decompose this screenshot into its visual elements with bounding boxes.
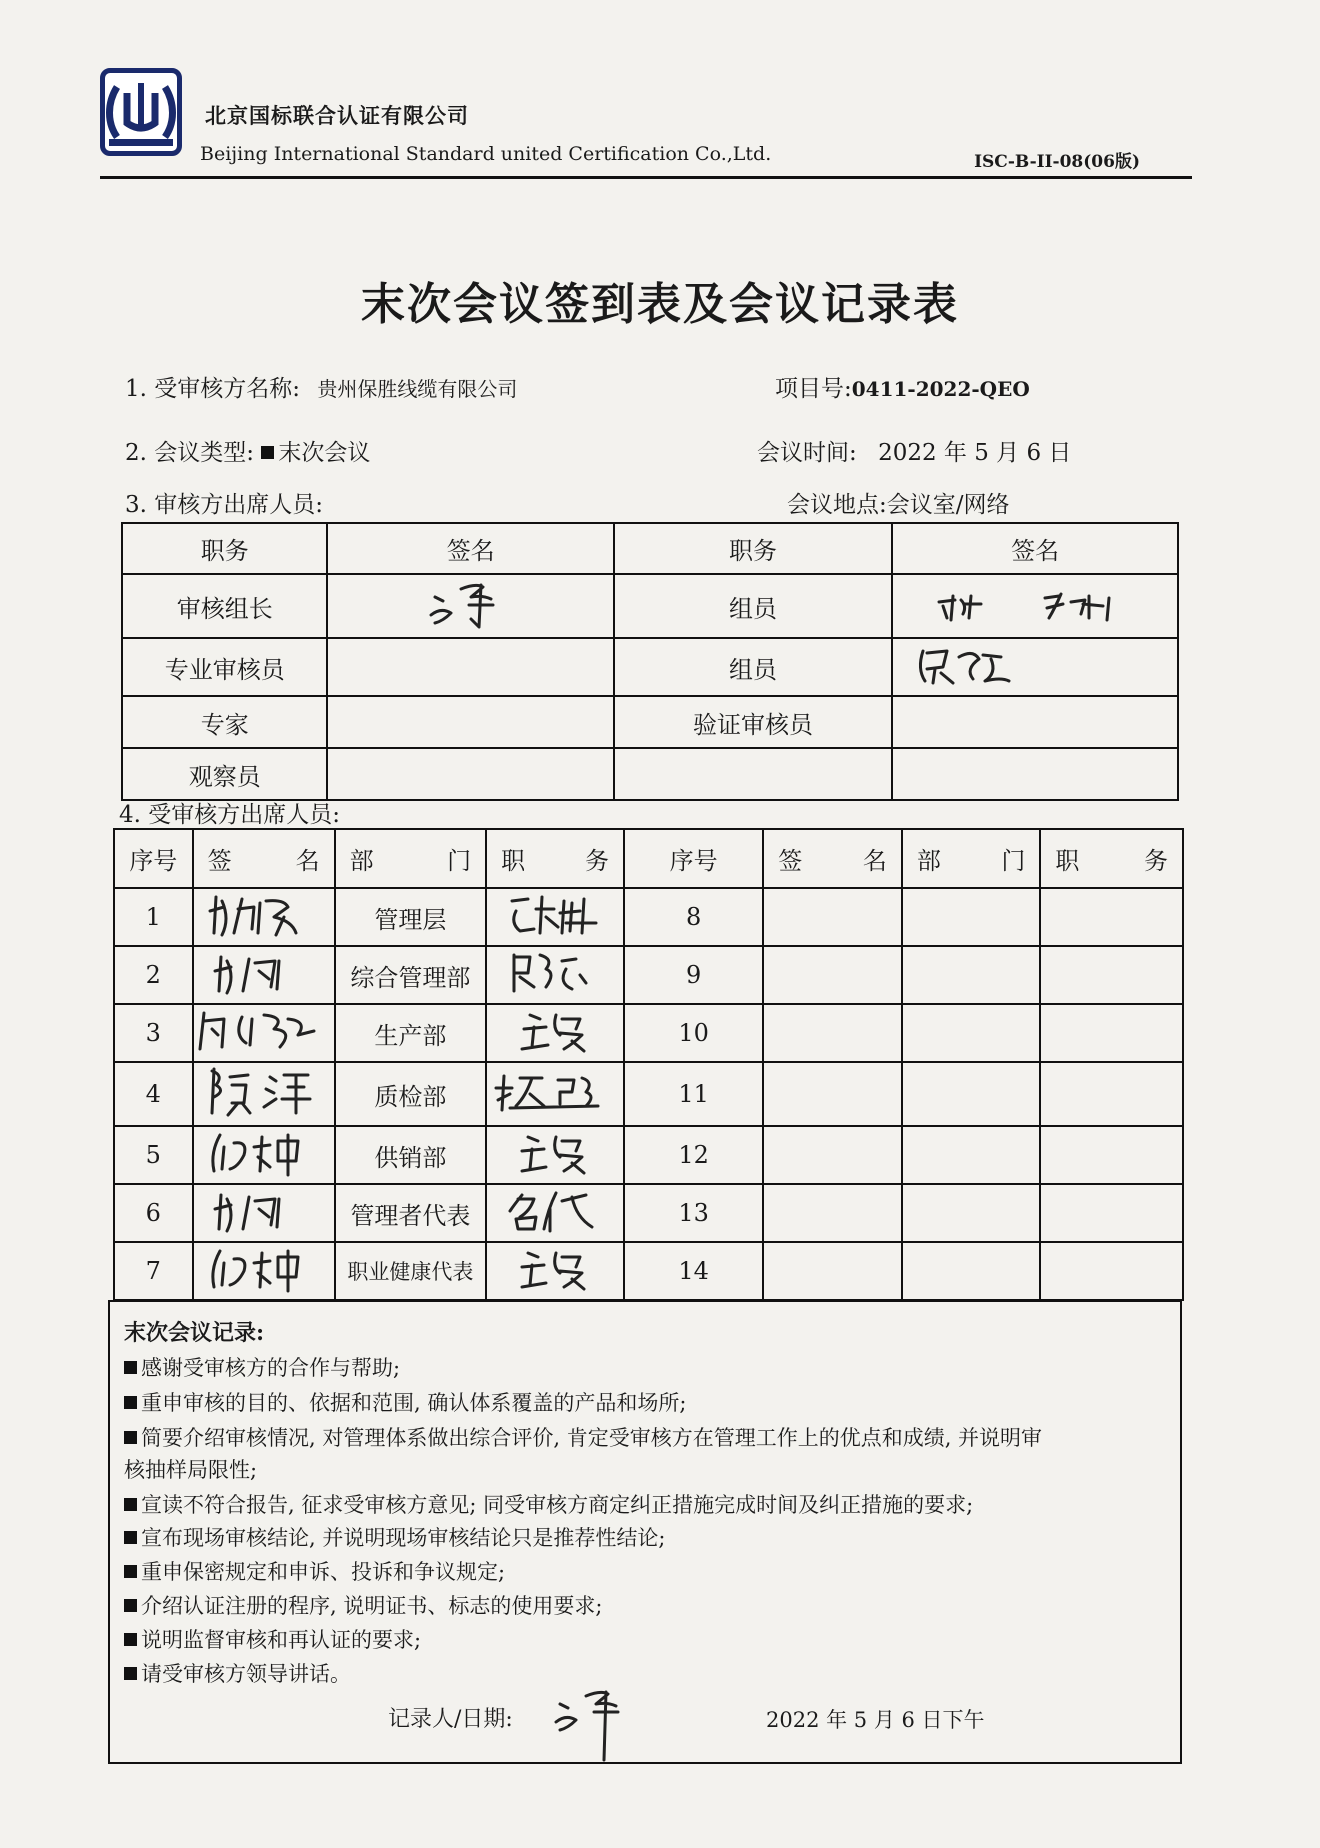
signature-cell xyxy=(763,1062,902,1126)
department-cell: 综合管理部 xyxy=(335,946,486,1004)
role-cell xyxy=(614,748,892,800)
meeting-time-value: 2022 年 5 月 6 日 xyxy=(878,440,1072,466)
signature-cell xyxy=(892,574,1178,638)
handwritten-signature-icon xyxy=(913,639,1033,689)
handwritten-position-icon xyxy=(500,1005,610,1055)
table-row xyxy=(122,696,1178,748)
auditee-attendees-label: 4. 受审核方出席人员: xyxy=(119,802,341,828)
department-cell xyxy=(902,1184,1041,1242)
signature-cell xyxy=(892,696,1178,748)
row-number: 2 xyxy=(114,946,193,1004)
row-number: 3 xyxy=(114,1004,193,1062)
department-cell xyxy=(902,888,1041,946)
meeting-place-label: 会议地点: xyxy=(787,492,887,518)
header-cell-number: 序号 xyxy=(114,829,193,888)
signature-cell xyxy=(892,638,1178,696)
table-row xyxy=(114,888,1183,946)
position-cell xyxy=(486,1062,624,1126)
department-cell xyxy=(902,1062,1041,1126)
role-cell: 验证审核员 xyxy=(614,696,892,748)
recorder-label: 记录人/日期: xyxy=(388,1707,513,1732)
handwritten-position-icon xyxy=(500,889,610,939)
recorder-date: 2022 年 5 月 6 日下午 xyxy=(766,1708,985,1732)
record-item: 简要介绍审核情况, 对管理体系做出综合评价, 肯定受审核方在管理工作上的优点和成绩, 并说明审 xyxy=(124,1422,1042,1452)
handwritten-position-icon xyxy=(490,1066,620,1116)
signature-cell xyxy=(193,888,335,946)
position-cell xyxy=(486,1184,624,1242)
handwritten-position-icon xyxy=(500,947,610,997)
record-item-continued: 核抽样局限性; xyxy=(124,1458,258,1482)
handwritten-position-icon xyxy=(500,1127,610,1177)
position-cell xyxy=(1040,1242,1183,1300)
company-logo-icon xyxy=(100,68,182,156)
meeting-time-label: 会议时间: xyxy=(757,440,857,466)
table-header-row xyxy=(122,523,1178,574)
handwritten-signature-icon xyxy=(209,947,319,997)
handwritten-signature-icon xyxy=(204,1063,324,1119)
role-cell: 组员 xyxy=(614,574,892,638)
handwritten-signature-icon xyxy=(421,575,521,631)
table-row xyxy=(114,1004,1183,1062)
position-cell xyxy=(1040,946,1183,1004)
signature-cell xyxy=(763,1184,902,1242)
auditee-name-line xyxy=(125,370,517,403)
signature-cell xyxy=(763,1126,902,1184)
row-number: 1 xyxy=(114,888,193,946)
checked-box-icon xyxy=(124,1633,137,1646)
position-cell xyxy=(486,888,624,946)
department-cell: 职业健康代表 xyxy=(335,1242,486,1300)
department-cell: 生产部 xyxy=(335,1004,486,1062)
signature-cell xyxy=(327,696,613,748)
table-row xyxy=(114,1184,1183,1242)
table-row xyxy=(122,574,1178,638)
checked-box-icon xyxy=(124,1361,137,1374)
header-cell-signature: 签名 xyxy=(892,523,1178,574)
table-row xyxy=(114,1242,1183,1300)
meeting-place-value: 会议室/网络 xyxy=(886,492,1010,518)
company-name-en: Beijing International Standard united Certification Co.,Ltd. xyxy=(200,143,772,165)
department-cell xyxy=(902,1004,1041,1062)
position-cell xyxy=(486,946,624,1004)
record-item: 感谢受审核方的合作与帮助; xyxy=(124,1352,400,1382)
record-item: 请受审核方领导讲话。 xyxy=(124,1658,351,1688)
signature-cell xyxy=(327,638,613,696)
position-cell xyxy=(1040,1062,1183,1126)
position-cell xyxy=(1040,1004,1183,1062)
row-number: 4 xyxy=(114,1062,193,1126)
role-cell: 审核组长 xyxy=(122,574,327,638)
company-name-cn: 北京国标联合认证有限公司 xyxy=(205,103,469,128)
checked-box-icon xyxy=(124,1498,137,1511)
meeting-records-box xyxy=(108,1300,1182,1764)
auditor-attendance-table xyxy=(121,522,1179,801)
signature-cell xyxy=(193,1062,335,1126)
department-cell: 管理者代表 xyxy=(335,1184,486,1242)
signature-cell xyxy=(763,888,902,946)
row-number: 14 xyxy=(624,1242,763,1300)
handwritten-signature-icon xyxy=(204,889,324,939)
record-item: 说明监督审核和再认证的要求; xyxy=(124,1624,421,1654)
form-code: ISC-B-II-08(06版) xyxy=(974,152,1140,172)
department-cell xyxy=(902,1242,1041,1300)
department-cell: 质检部 xyxy=(335,1062,486,1126)
checked-box-icon xyxy=(124,1431,137,1444)
header-cell-signature: 签 名 xyxy=(763,829,902,888)
signature-cell xyxy=(193,1184,335,1242)
auditee-name-value: 贵州保胜线缆有限公司 xyxy=(317,377,518,401)
row-number: 8 xyxy=(624,888,763,946)
row-number: 11 xyxy=(624,1062,763,1126)
auditee-name-label: 1. 受审核方名称: xyxy=(125,376,301,402)
row-number: 5 xyxy=(114,1126,193,1184)
signature-cell xyxy=(327,574,613,638)
signature-cell xyxy=(193,1004,335,1062)
table-row xyxy=(114,1126,1183,1184)
signature-cell xyxy=(763,1004,902,1062)
meeting-place-line xyxy=(787,486,1010,519)
row-number: 10 xyxy=(624,1004,763,1062)
header-cell-role: 职务 xyxy=(614,523,892,574)
table-row xyxy=(122,638,1178,696)
signature-cell xyxy=(763,1242,902,1300)
role-cell: 组员 xyxy=(614,638,892,696)
header-cell-position: 职 务 xyxy=(1040,829,1183,888)
row-number: 12 xyxy=(624,1126,763,1184)
position-cell xyxy=(486,1242,624,1300)
checked-box-icon xyxy=(124,1565,137,1578)
handwritten-position-icon xyxy=(500,1243,610,1293)
position-cell xyxy=(1040,888,1183,946)
meeting-type-line xyxy=(125,434,370,467)
meeting-type-label: 2. 会议类型: xyxy=(125,440,255,466)
position-cell xyxy=(486,1004,624,1062)
position-cell xyxy=(486,1126,624,1184)
header-cell-position: 职 务 xyxy=(486,829,624,888)
checked-box-icon xyxy=(124,1531,137,1544)
signature-cell xyxy=(193,946,335,1004)
department-cell: 供销部 xyxy=(335,1126,486,1184)
table-row xyxy=(114,1062,1183,1126)
department-cell xyxy=(902,1126,1041,1184)
department-cell xyxy=(902,946,1041,1004)
row-number: 9 xyxy=(624,946,763,1004)
records-heading: 末次会议记录: xyxy=(124,1320,265,1346)
handwritten-signature-icon xyxy=(204,1243,324,1293)
document-title: 末次会议签到表及会议记录表 xyxy=(361,279,959,330)
recorder-signature-icon xyxy=(546,1684,646,1764)
handwritten-position-icon xyxy=(500,1185,610,1235)
auditor-attendees-label: 3. 审核方出席人员: xyxy=(125,492,324,518)
meeting-time-line xyxy=(757,434,1071,467)
record-item: 重申保密规定和申诉、投诉和争议规定; xyxy=(124,1556,505,1586)
department-cell: 管理层 xyxy=(335,888,486,946)
signature-cell xyxy=(327,748,613,800)
header-cell-signature: 签 名 xyxy=(193,829,335,888)
checked-box-icon xyxy=(124,1396,137,1409)
checked-box-icon xyxy=(261,446,274,459)
row-number: 7 xyxy=(114,1242,193,1300)
handwritten-signature-icon xyxy=(204,1127,324,1177)
handwritten-signature-icon xyxy=(209,1185,319,1235)
header-cell-number: 序号 xyxy=(624,829,763,888)
project-number-value: 0411-2022-QEO xyxy=(851,377,1030,401)
project-number-label: 项目号: xyxy=(775,376,852,402)
checked-box-icon xyxy=(124,1667,137,1680)
signature-cell xyxy=(193,1242,335,1300)
role-cell: 专业审核员 xyxy=(122,638,327,696)
header-cell-role: 职务 xyxy=(122,523,327,574)
table-row xyxy=(122,748,1178,800)
header-cell-department: 部 门 xyxy=(902,829,1041,888)
auditee-attendance-table xyxy=(113,828,1184,1301)
record-item: 宣读不符合报告, 征求受审核方意见; 同受审核方商定纠正措施完成时间及纠正措施的要求; xyxy=(124,1489,973,1519)
header-cell-department: 部 门 xyxy=(335,829,486,888)
checked-box-icon xyxy=(124,1599,137,1612)
header-divider xyxy=(100,176,1192,179)
row-number: 13 xyxy=(624,1184,763,1242)
record-item: 宣布现场审核结论, 并说明现场审核结论只是推荐性结论; xyxy=(124,1522,665,1552)
signature-cell xyxy=(763,946,902,1004)
header-cell-signature: 签名 xyxy=(327,523,613,574)
role-cell: 专家 xyxy=(122,696,327,748)
position-cell xyxy=(1040,1184,1183,1242)
handwritten-signature-icon xyxy=(194,1005,334,1055)
table-header-row xyxy=(114,829,1183,888)
row-number: 6 xyxy=(114,1184,193,1242)
record-item: 介绍认证注册的程序, 说明证书、标志的使用要求; xyxy=(124,1590,602,1620)
meeting-type-value: 末次会议 xyxy=(278,440,371,466)
table-row xyxy=(114,946,1183,1004)
record-item: 重申审核的目的、依据和范围, 确认体系覆盖的产品和场所; xyxy=(124,1387,686,1417)
signature-cell xyxy=(193,1126,335,1184)
position-cell xyxy=(1040,1126,1183,1184)
project-number-line xyxy=(775,370,1030,403)
signature-cell xyxy=(892,748,1178,800)
role-cell: 观察员 xyxy=(122,748,327,800)
handwritten-signature-icon xyxy=(925,578,1145,628)
